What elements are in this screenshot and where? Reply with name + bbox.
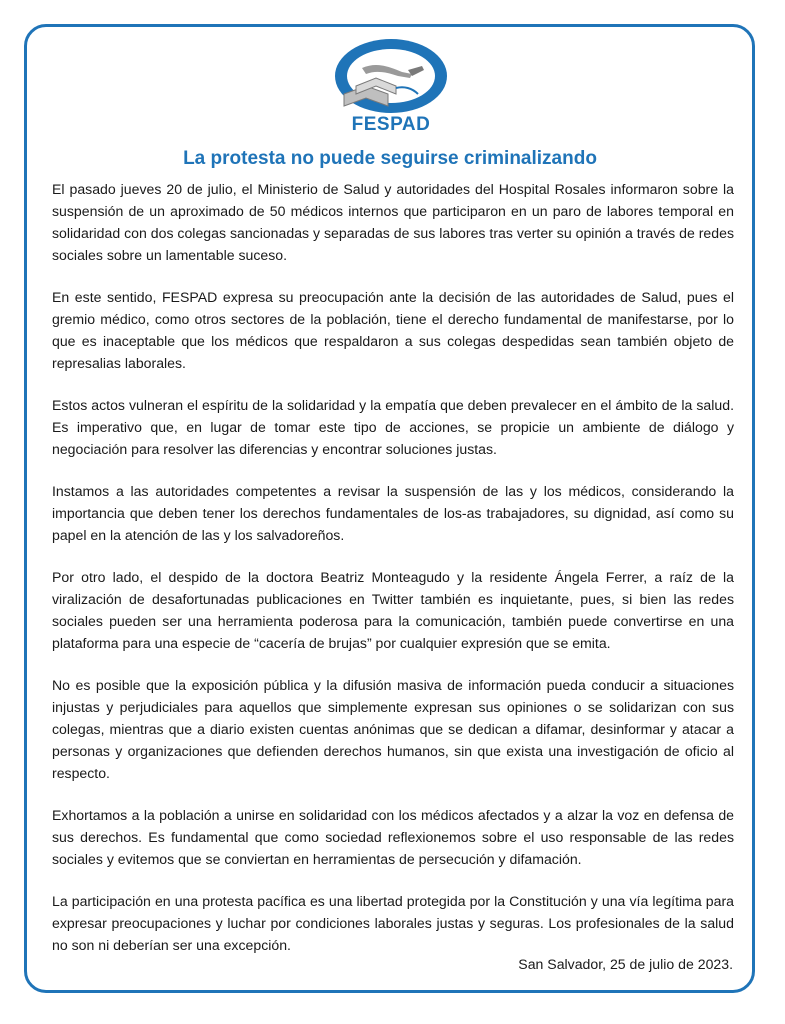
paragraph: En este sentido, FESPAD expresa su preocupación ante la decisión de las autoridades de Salud, pues el gremio médico, como otros sectores de la población, tiene el derecho fundamental de manifestarse, por lo que es inaceptable que los médicos que respaldaron a sus colegas despedidas sean también objeto de represalias laborales. <box>52 289 734 371</box>
paragraph: Por otro lado, el despido de la doctora Beatriz Monteagudo y la residente Ángela Ferrer, a raíz de la viralización de desafortunadas publicaciones en Twitter también es inquietante, pues, si bien las redes sociales pueden ser una herramienta poderosa para la comunicación, también puede convertirse en una plataforma para una especie de “cacería de brujas” por cualquier expresión que se emita. <box>52 569 734 651</box>
org-name: FESPAD <box>351 114 431 135</box>
paragraph: Exhortamos a la población a unirse en solidaridad con los médicos afectados y a alzar la voz en defensa de sus derechos. Es fundamental que como sociedad reflexionemos sobre el uso responsable de las redes sociales y evitemos que se conviertan en herramientas de persecución y difamación. <box>52 807 734 867</box>
document-body <box>52 178 734 976</box>
paragraph: Estos actos vulneran el espíritu de la solidaridad y la empatía que deben prevalecer en el ámbito de la salud. Es imperativo que, en lugar de tomar este tipo de acciones, se propicie un ambiente de diálogo y negociación para resolver las diferencias y encontrar soluciones justas. <box>52 397 734 457</box>
place-date-signoff: San Salvador, 25 de julio de 2023. <box>518 956 733 972</box>
page-title: La protesta no puede seguirse criminalizando <box>183 148 597 169</box>
fespad-seal-icon <box>326 36 456 116</box>
paragraph: No es posible que la exposición pública y la difusión masiva de información pueda conducir a situaciones injustas y perjudiciales para aquellos que simplemente expresan sus opiniones o se solidarizan con sus colegas, mientras que a diario existen cuentas anónimas que se dedican a difamar, desinformar y atacar a personas y organizaciones que defienden derechos humanos, sin que exista una investigación de oficio al respecto. <box>52 677 734 781</box>
paragraph: La participación en una protesta pacífica es una libertad protegida por la Constitución y una vía legítima para expresar preocupaciones y luchar por condiciones laborales justas y seguras. Los profesionales de la salud no son ni deberían ser una excepción. <box>52 893 734 953</box>
paragraph: El pasado jueves 20 de julio, el Ministerio de Salud y autoridades del Hospital Rosales informaron sobre la suspensión de un aproximado de 50 médicos internos que participaron en un paro de labores temporal en solidaridad con dos colegas sancionadas y separadas de sus labores tras verter su opinión a través de redes sociales sobre un lamentable suceso. <box>52 181 734 263</box>
paragraph: Instamos a las autoridades competentes a revisar la suspensión de las y los médicos, considerando la importancia que deben tener los derechos fundamentales de los-as trabajadores, su dignidad, así como su papel en la atención de las y los salvadoreños. <box>52 483 734 543</box>
